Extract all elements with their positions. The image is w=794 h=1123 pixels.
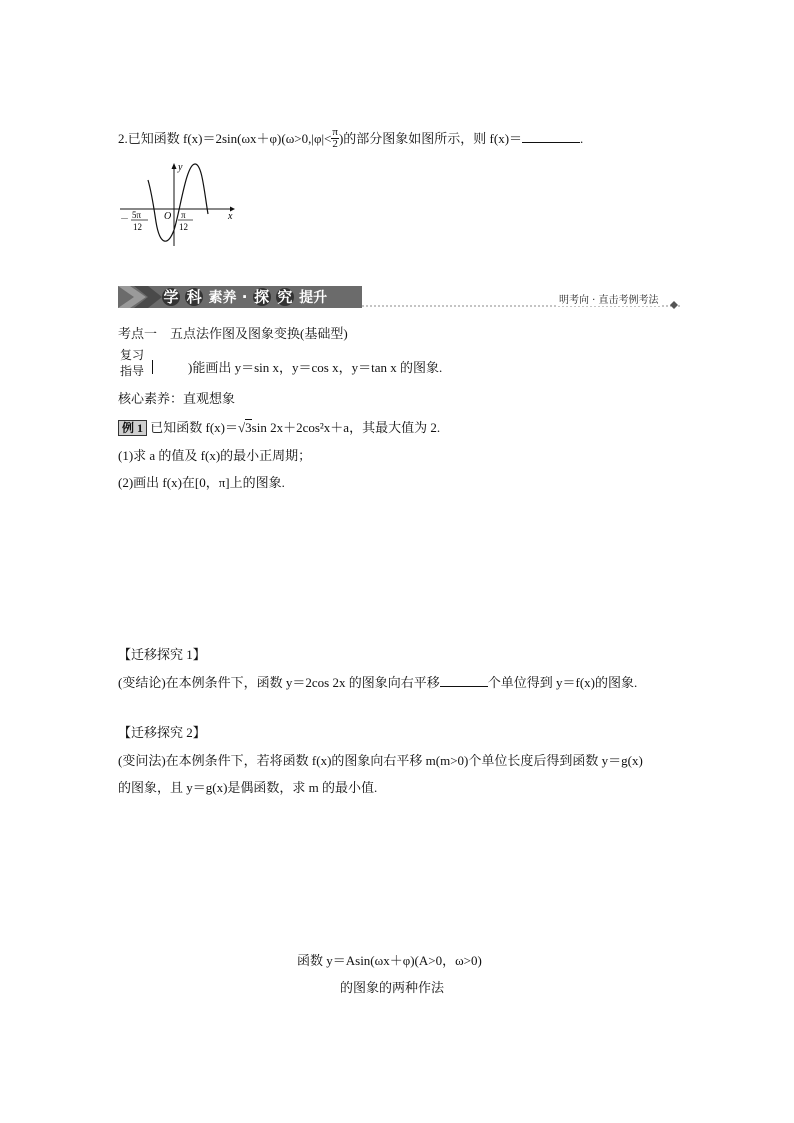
section-heading: 考点一 五点法作图及图象变换(基础型): [118, 326, 348, 341]
review-bracket: [152, 360, 153, 374]
diamond-icon: [670, 301, 678, 309]
left-tick-sign: －: [120, 214, 130, 224]
sqrt-sign: √: [238, 420, 246, 435]
right-tick-numerator: π: [181, 210, 186, 220]
summary-line-1: 函数 y＝Asin(ωx＋φ)(A>0，ω>0): [297, 953, 482, 968]
banner-char-3: 素养: [208, 290, 237, 306]
sine-partial-graph: [118, 160, 238, 250]
question-1: (1)求 a 的值及 f(x)的最小正周期；: [118, 448, 312, 463]
origin-label: O: [164, 211, 172, 222]
banner-char-7: 提升: [299, 290, 328, 306]
y-axis-arrow: [172, 163, 177, 169]
left-tick-denominator: 12: [133, 222, 142, 232]
transfer-2-line-1: (变问法)在本例条件下，若将函数 f(x)的图象向右平移 m(m>0)个单位长度后得到函数 y＝g(x): [118, 753, 643, 768]
banner-char-6: 究: [277, 288, 293, 306]
transfer-1-answer-blank: [440, 674, 488, 687]
transfer-2-line-2: 的图象，且 y＝g(x)是偶函数，求 m 的最小值.: [118, 780, 378, 795]
sqrt-radicand: 3: [245, 420, 252, 435]
pi-over-2-fraction: [331, 127, 339, 150]
question-2: (2)画出 f(x)在[0，π]上的图象.: [118, 475, 285, 490]
left-tick-numerator: 5π: [132, 210, 142, 220]
sine-curve: [148, 164, 208, 241]
transfer-2-title: 【迁移探究 2】: [118, 725, 206, 740]
answer-blank: [522, 130, 580, 143]
fraction-denominator: 2: [332, 137, 338, 150]
core-literacy: 核心素养：直观想象: [118, 391, 236, 406]
summary-line-2: 的图象的两种作法: [340, 980, 445, 995]
example-1: [118, 418, 440, 438]
problem-2-suffix: )的部分图象如图所示，则 f(x)＝: [338, 131, 523, 146]
example-tag: 例 1: [118, 420, 147, 436]
right-tick-denominator: 12: [179, 222, 188, 232]
banner-dot: ·: [241, 288, 248, 306]
review-label-1: 复习: [120, 348, 145, 362]
problem-2-statement: [118, 125, 584, 158]
example-text-2: sin 2x＋2cos²x＋a，其最大值为 2.: [251, 420, 441, 435]
banner-title: [162, 287, 327, 308]
transfer-1-text-part1: (变结论)在本例条件下，函数 y＝2cos 2x 的图象向右平移: [118, 675, 440, 690]
transfer-1-text-part2: 个单位得到 y＝f(x)的图象.: [487, 675, 638, 690]
section-banner: [118, 284, 680, 310]
problem-2-end: .: [580, 131, 584, 146]
transfer-1-title: 【迁移探究 1】: [118, 647, 206, 662]
example-text-1: 已知函数 f(x)＝: [150, 420, 239, 435]
problem-2-prefix: 2.已知函数 f(x)＝2sin(ωx＋φ)(ω>0,|φ|<: [118, 131, 332, 146]
fraction-numerator: π: [332, 125, 338, 138]
review-text: )能画出 y＝sin x，y＝cos x，y＝tan x 的图象.: [188, 360, 443, 375]
x-axis-label: x: [228, 211, 233, 222]
y-axis-label: y: [178, 162, 183, 173]
banner-char-1: 学: [163, 288, 179, 306]
review-label-2: 指导: [120, 364, 145, 378]
banner-right-text: 明考向 · 直击考例考法: [556, 291, 662, 306]
banner-char-2: 科: [186, 288, 202, 306]
banner-char-5: 探: [254, 288, 270, 306]
transfer-1-text: [118, 673, 637, 693]
